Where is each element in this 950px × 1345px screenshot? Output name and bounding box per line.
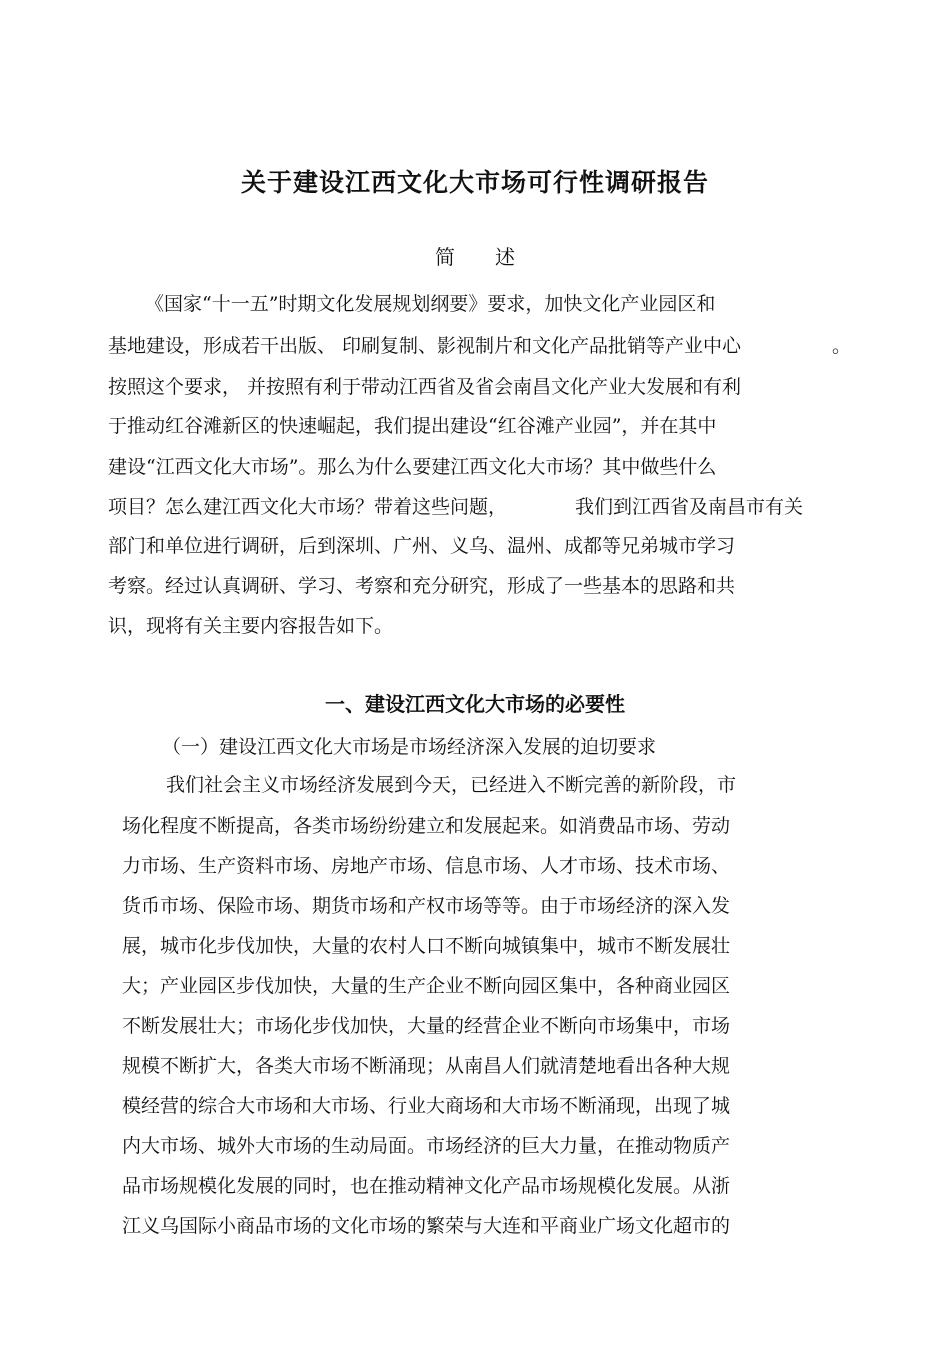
- intro-line-1: 《国家“十一五”时期文化发展规划纲要》要求，加快文化产业园区和: [145, 293, 716, 315]
- section-1-line-3: 力市场、生产资料市场、房地产市场、信息市场、人才市场、技术市场、: [122, 855, 731, 877]
- section-1-line-9: 模经营的综合大市场和大市场、行业大商场和大市场不断涌现，出现了城: [122, 1095, 731, 1117]
- section-1-line-1: 我们社会主义市场经济发展到今天，已经进入不断完善的新阶段，市: [166, 774, 737, 796]
- section-1-line-11: 品市场规模化发展的同时，也在推动精神文化产品市场规模化发展。从浙: [122, 1175, 731, 1197]
- intro-line-8: 考察。经过认真调研、学习、考察和充分研究，形成了一些基本的思路和共: [108, 575, 736, 597]
- intro-line-9: 识，现将有关主要内容报告如下。: [108, 615, 394, 637]
- section-1-line-5: 展，城市化步伐加快，大量的农村人口不断向城镇集中，城市不断发展壮: [122, 935, 731, 957]
- intro-line-7: 部门和单位进行调研，后到深圳、广州、义乌、温州、成都等兄弟城市学习: [108, 535, 736, 557]
- section-1-line-2: 场化程度不断提高，各类市场纷纷建立和发展起来。如消费品市场、劳动: [122, 815, 731, 837]
- intro-line-4: 于推动红谷滩新区的快速崛起，我们提出建设“红谷滩产业园”，并在其中: [108, 415, 717, 437]
- subsection-1-heading: （一）建设江西文化大市场是市场经济深入发展的迫切要求: [162, 736, 657, 758]
- section-1-line-4: 货币市场、保险市场、期货市场和产权市场等等。由于市场经济的深入发: [122, 895, 731, 917]
- section-1-line-7: 不断发展壮大；市场化步伐加快，大量的经营企业不断向市场集中，市场: [122, 1015, 731, 1037]
- summary-heading: 简 述: [435, 245, 515, 269]
- section-1-line-12: 江义乌国际小商品市场的文化市场的繁荣与大连和平商业广场文化超市的: [122, 1215, 731, 1237]
- section-1-heading: 一、建设江西文化大市场的必要性: [325, 692, 625, 716]
- section-1-line-10: 内大市场、城外大市场的生动局面。市场经济的巨大力量，在推动物质产: [122, 1135, 731, 1157]
- intro-line-6a: 项目？怎么建江西文化大市场？带着这些问题，: [108, 496, 508, 518]
- intro-line-5: 建设“江西文化大市场”。那么为什么要建江西文化大市场？其中做些什么: [108, 456, 717, 478]
- section-1-line-8: 规模不断扩大，各类大市场不断涌现；从南昌人们就清楚地看出各种大规: [122, 1055, 731, 1077]
- intro-line-2-period: 。: [832, 335, 852, 357]
- section-1-line-6: 大；产业园区步伐加快，大量的生产企业不断向园区集中，各种商业园区: [122, 975, 731, 997]
- intro-line-2: 基地建设，形成若干出版、 印刷复制、影视制片和文化产品批销等产业中心: [108, 335, 742, 357]
- intro-line-3: 按照这个要求， 并按照有利于带动江西省及省会南昌文化产业大发展和有利: [108, 376, 742, 398]
- document-title: 关于建设江西文化大市场可行性调研报告: [240, 168, 709, 197]
- intro-line-6b: 我们到江西省及南昌市有关: [575, 496, 804, 518]
